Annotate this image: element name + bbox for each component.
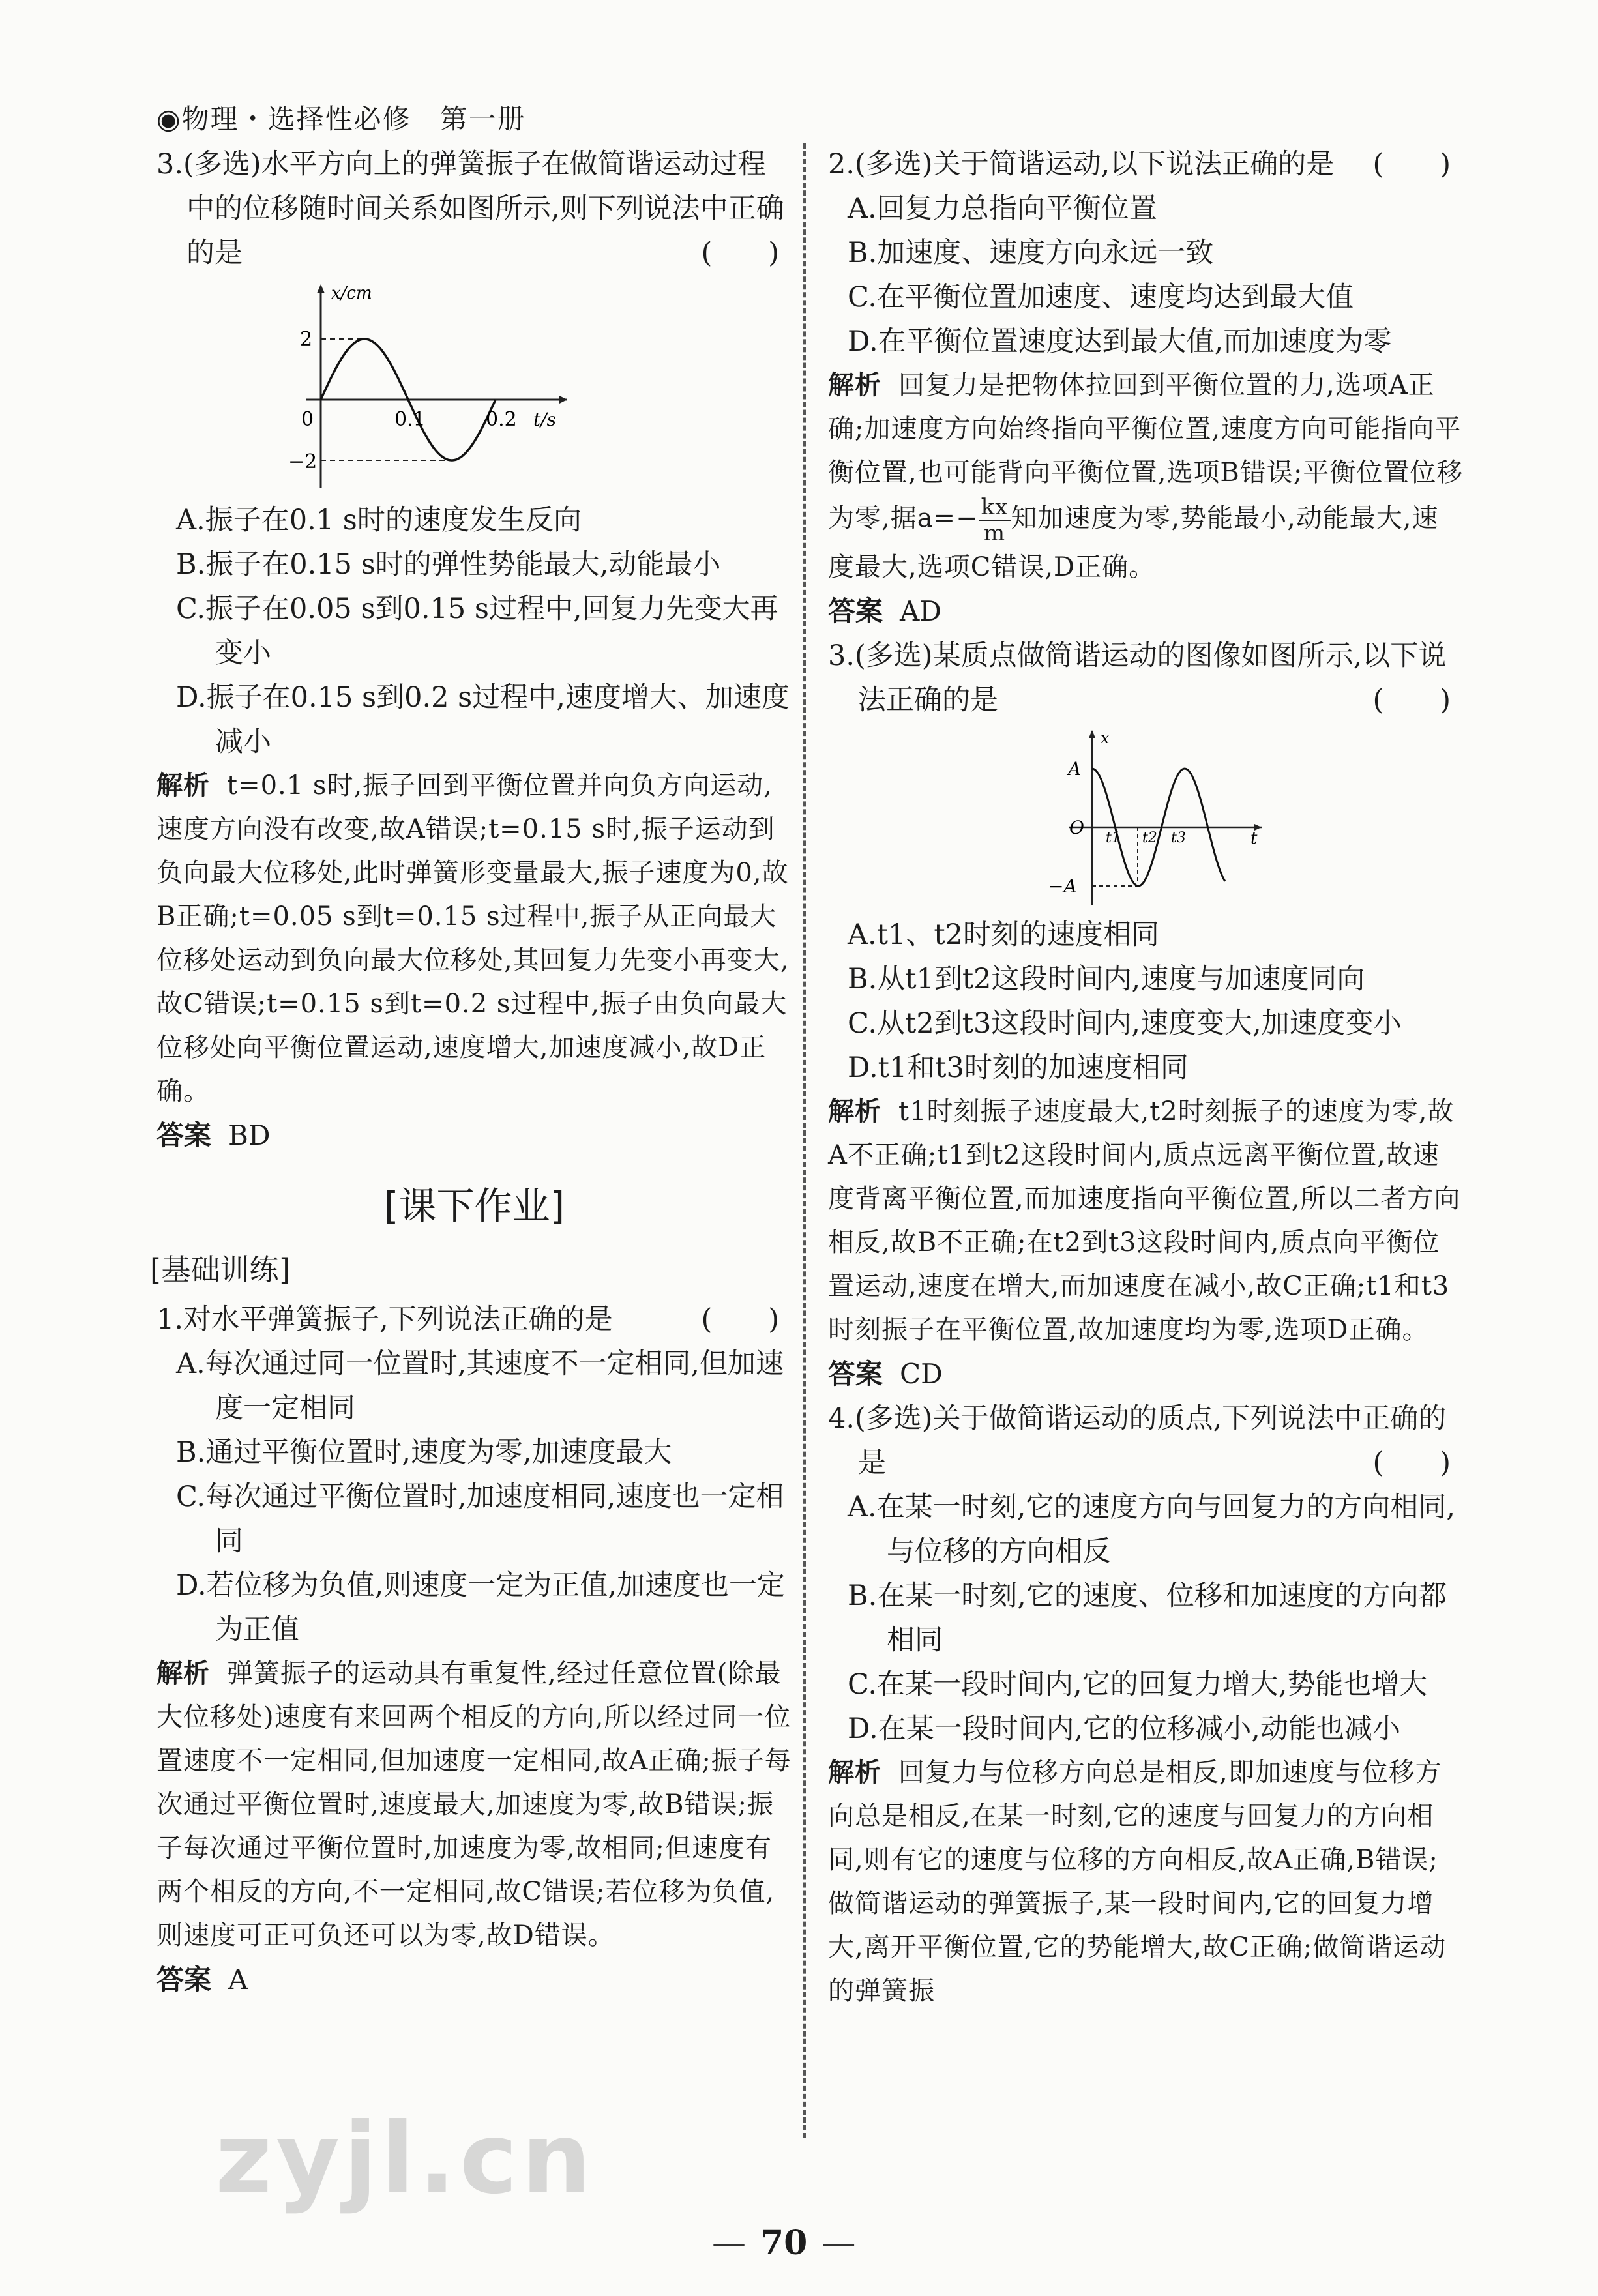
watermark: zyjl.cn xyxy=(215,2102,595,2216)
option-d: D.在平衡位置速度达到最大值,而加速度为零 xyxy=(848,325,1392,358)
question-1-stem: 1.对水平弹簧振子,下列说法正确的是 ( ) xyxy=(156,1303,779,1336)
x-axis-label: t xyxy=(1250,829,1258,848)
oscillation-graph xyxy=(1043,726,1265,909)
question-2-stem: 2.(多选)关于简谐运动,以下说法正确的是 ( ) xyxy=(828,148,1451,181)
answer: 答案 CD xyxy=(828,1358,943,1390)
answer: 答案 BD xyxy=(156,1119,271,1151)
option-a: A.在某一时刻,它的速度方向与回复力的方向相同,与位移的方向相反 xyxy=(848,1491,1456,1568)
option-c: C.振子在0.05 s到0.15 s过程中,回复力先变大再变小 xyxy=(176,593,778,670)
t2-tick: t2 xyxy=(1142,830,1157,846)
analysis: 解析 回复力与位移方向总是相反,即加速度与位移方向总是相反,在某一时刻,它的速度与回复力的方向相同,则有它的速度与位移的方向相反,故A正确,B错误;做简谐运动的弹簧振子,某一段时间内,它的回复力增大,离开平衡位置,它的势能增大,故C正确;做简谐运动的弹簧振 xyxy=(828,1758,1447,2006)
option-d: D.振子在0.15 s到0.2 s过程中,速度增大、加速度减小 xyxy=(176,681,790,758)
question-3-stem: 3.(多选)水平方向上的弹簧振子在做简谐运动过程中的位移随时间关系如图所示,则下列说法中正确的是 ( ) xyxy=(156,148,784,269)
option-a: A.每次通过同一位置时,其速度不一定相同,但加速度一定相同 xyxy=(176,1347,784,1424)
x-axis-label: t/s xyxy=(533,409,557,430)
option-b: B.在某一时刻,它的速度、位移和加速度的方向都相同 xyxy=(848,1580,1447,1656)
option-b: B.振子在0.15 s时的弹性势能最大,动能最小 xyxy=(176,548,721,581)
option-d: D.在某一段时间内,它的位移减小,动能也减小 xyxy=(848,1713,1400,1745)
t1-tick: t1 xyxy=(1106,830,1121,846)
x-tick-0.2: 0.2 xyxy=(486,408,517,431)
y-max-tick: A xyxy=(1068,758,1082,780)
option-c: C.在平衡位置加速度、速度均达到最大值 xyxy=(848,281,1354,314)
question-4-stem: 4.(多选)关于做简谐运动的质点,下列说法中正确的是 ( ) xyxy=(828,1402,1451,1479)
displacement-time-graph xyxy=(287,279,574,494)
option-c: C.从t2到t3这段时间内,速度变大,加速度变小 xyxy=(848,1007,1402,1040)
option-c: C.在某一段时间内,它的回复力增大,势能也增大 xyxy=(848,1668,1428,1701)
y-axis-label: x xyxy=(1101,729,1110,747)
page-number: — 70 — xyxy=(712,2223,856,2263)
answer: 答案 AD xyxy=(828,595,942,627)
left-column xyxy=(150,142,792,2002)
t3-tick: t3 xyxy=(1171,830,1186,846)
option-d: D.t1和t3时刻的加速度相同 xyxy=(848,1052,1189,1084)
analysis: 解析 弹簧振子的运动具有重复性,经过任意位置(除最大位移处)速度有来回两个相反的方向,所以经过同一位置速度不一定相同,但加速度一定相同,故A正确;振子每次通过平衡位置时,速度最大,加速度为零,故B错误;振子每次通过平衡位置时,加速度为零,故相同;但速度有两个相反的方向,不一定相同,故C错误;若位移为负值,则速度可正可负还可以为零,故D错误。 xyxy=(156,1658,792,1950)
origin-label: 0 xyxy=(301,408,314,431)
option-b: B.加速度、速度方向永远一致 xyxy=(848,237,1214,269)
right-column xyxy=(828,142,1464,2013)
column-divider xyxy=(803,143,806,2138)
sub-title: [基础训练] xyxy=(150,1252,291,1287)
analysis: 解析 t=0.1 s时,振子回到平衡位置并向负方向运动,速度方向没有改变,故A错误;t=0.15 s时,振子运动到负向最大位移处,此时弹簧形变量最大,振子速度为0,故B正确;t=0.05 s到t=0.15 s过程中,振子从正向最大位移处运动到负向最大位移处,其回复力先变小再变大,故C错误;t=0.15 s到t=0.2 s过程中,振子由负向最大位移处向平衡位置运动,速度增大,加速度减小,故D正确。 xyxy=(156,771,790,1106)
x-tick-0.1: 0.1 xyxy=(394,408,426,431)
answer: 答案 A xyxy=(156,1964,248,1995)
y-min-tick: −A xyxy=(1048,876,1077,897)
y-max-tick: 2 xyxy=(300,328,313,351)
y-axis-label: x/cm xyxy=(331,284,372,303)
analysis: 解析 t1时刻振子速度最大,t2时刻振子的速度为零,故A不正确;t1到t2这段时间内,质点远离平衡位置,故速度背离平衡位置,而加速度指向平衡位置,所以二者方向相反,故B不正确;在t2到t3这段时间内,质点向平衡位置运动,速度在增大,而加速度在减小,故C正确;t1和t3时刻振子在平衡位置,故加速度均为零,选项D正确。 xyxy=(828,1096,1461,1345)
section-title: [课下作业] xyxy=(383,1184,565,1228)
analysis: 解析 回复力是把物体拉回到平衡位置的力,选项A正确;加速度方向始终指向平衡位置,速度方向可能指向平衡位置,也可能背向平衡位置,选项B错误;平衡位置位移为零,据a=− $\frac{kx}{m}$ 知加速度为零,势能最小,动能最大,速度最大,选项C错误,D正确。 xyxy=(828,370,1464,582)
option-b: B.通过平衡位置时,速度为零,加速度最大 xyxy=(176,1436,672,1469)
option-b: B.从t1到t2这段时间内,速度与加速度同向 xyxy=(848,963,1365,995)
page-header: ◉物理・选择性必修 第一册 xyxy=(156,103,526,135)
origin-label: O xyxy=(1069,817,1084,838)
option-d: D.若位移为负值,则速度一定为正值,加速度也一定为正值 xyxy=(176,1569,785,1646)
y-min-tick: −2 xyxy=(288,450,318,473)
question-3-stem: 3.(多选)某质点做简谐运动的图像如图所示,以下说法正确的是 ( ) xyxy=(828,640,1451,716)
fraction-kx-over-m: $\frac{kx}{m}$ xyxy=(979,495,1011,546)
option-a: A.回复力总指向平衡位置 xyxy=(848,192,1157,225)
option-a: A.振子在0.1 s时的速度发生反向 xyxy=(176,504,582,537)
option-a: A.t1、t2时刻的速度相同 xyxy=(848,919,1159,951)
option-c: C.每次通过平衡位置时,加速度相同,速度也一定相同 xyxy=(176,1480,784,1557)
